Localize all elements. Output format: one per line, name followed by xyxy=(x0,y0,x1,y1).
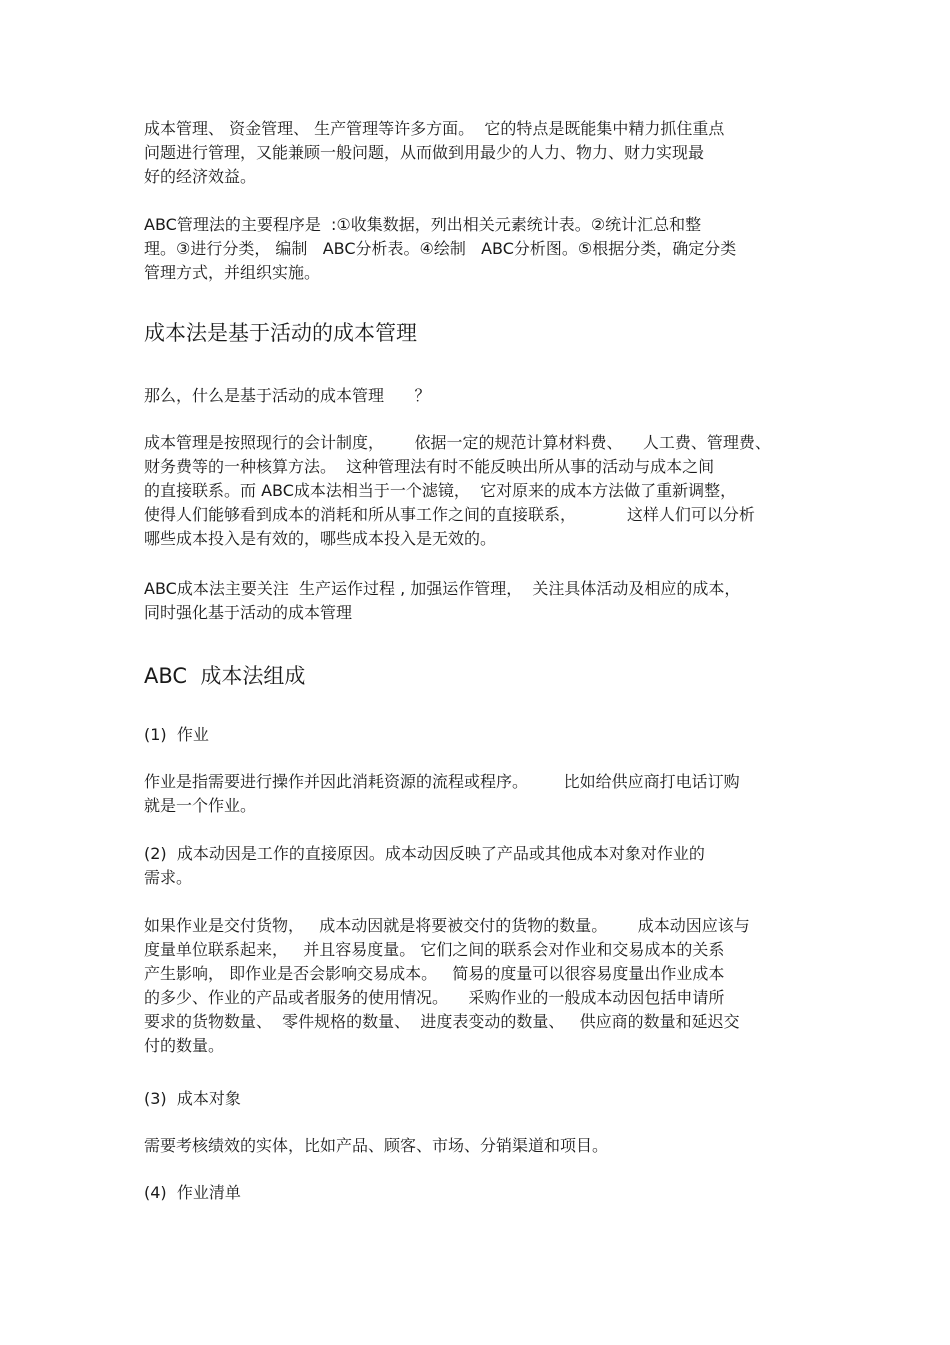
text-line: 产生影响， 即作业是否会影响交易成本。 简易的度量可以很容易度量出作业成本 xyxy=(144,964,725,983)
text-line: 使得人们能够看到成本的消耗和所从事工作之间的直接联系， 这样人们可以分析 xyxy=(144,505,755,524)
heading-activity-based-costing: 成本法是基于活动的成本管理 xyxy=(144,321,417,345)
paragraph-cost-management-definition xyxy=(144,431,771,551)
list-item-cost-driver xyxy=(144,842,705,890)
text-line: 成本管理是按照现行的会计制度， 依据一定的规范计算材料费、 人工费、管理费、 xyxy=(144,433,771,452)
text-line: 好的经济效益。 xyxy=(144,167,257,186)
paragraph-activity-definition xyxy=(144,770,740,818)
paragraph-abc-focus xyxy=(144,577,740,625)
text-line: 成本管理、 资金管理、 生产管理等许多方面。 它的特点是既能集中精力抓住重点 xyxy=(144,119,725,138)
text-line: 需求。 xyxy=(144,868,193,887)
text-line: ABC成本法主要关注 生产运作过程 , 加强运作管理， 关注具体活动及相应的成本， xyxy=(144,579,741,598)
paragraph-abc-procedure xyxy=(144,213,736,285)
text-line: 付的数量。 xyxy=(144,1036,225,1055)
paragraph-cost-object-definition xyxy=(144,1134,608,1158)
text-line: 问题进行管理，又能兼顾一般问题，从而做到用最少的人力、物力、财力实现最 xyxy=(144,143,705,162)
text-line: 要求的货物数量、 零件规格的数量、 进度表变动的数量、 供应商的数量和延迟交 xyxy=(144,1012,740,1031)
text-line: (4) 作业清单 xyxy=(144,1183,241,1202)
text-line: 管理方式，并组织实施。 xyxy=(144,263,321,282)
text-line: 同时强化基于活动的成本管理 xyxy=(144,603,353,622)
paragraph-question xyxy=(144,384,431,408)
text-line: 财务费等的一种核算方法。 这种管理法有时不能反映出所从事的活动与成本之间 xyxy=(144,457,715,476)
paragraph-cost-driver-example xyxy=(144,914,750,1058)
text-line: (3) 成本对象 xyxy=(144,1089,241,1108)
text-line: 的多少、作业的产品或者服务的使用情况。 采购作业的一般成本动因包括申请所 xyxy=(144,988,725,1007)
text-line: 的直接联系。而 ABC成本法相当于一个滤镜， 它对原来的成本方法做了重新调整， xyxy=(144,481,737,500)
text-line: 如果作业是交付货物， 成本动因就是将要被交付的货物的数量。 成本动因应该与 xyxy=(144,916,750,935)
text-line: (2) 成本动因是工作的直接原因。成本动因反映了产品或其他成本对象对作业的 xyxy=(144,844,705,863)
text-line: ABC管理法的主要程序是 :①收集数据，列出相关元素统计表。②统计汇总和整 xyxy=(144,215,702,234)
text-line: 就是一个作业。 xyxy=(144,796,257,815)
text-line: 作业是指需要进行操作并因此消耗资源的流程或程序。 比如给供应商打电话订购 xyxy=(144,772,740,791)
text-line: 哪些成本投入是有效的，哪些成本投入是无效的。 xyxy=(144,529,497,548)
text-line: 度量单位联系起来， 并且容易度量。 它们之间的联系会对作业和交易成本的关系 xyxy=(144,940,725,959)
list-item-activity-list xyxy=(144,1181,241,1205)
list-item-cost-object xyxy=(144,1087,241,1111)
text-line: 需要考核绩效的实体，比如产品、顾客、市场、分销渠道和项目。 xyxy=(144,1136,609,1155)
text-line: (1) 作业 xyxy=(144,725,209,744)
text-line: 那么，什么是基于活动的成本管理 ？ xyxy=(144,386,431,405)
heading-abc-composition: ABC 成本法组成 xyxy=(144,664,306,688)
paragraph-cost-management-intro xyxy=(144,117,724,189)
text-line: 理。③进行分类， 编制 ABC分析表。④绘制 ABC分析图。⑤根据分类，确定分类 xyxy=(144,239,737,258)
list-item-activity xyxy=(144,723,209,747)
